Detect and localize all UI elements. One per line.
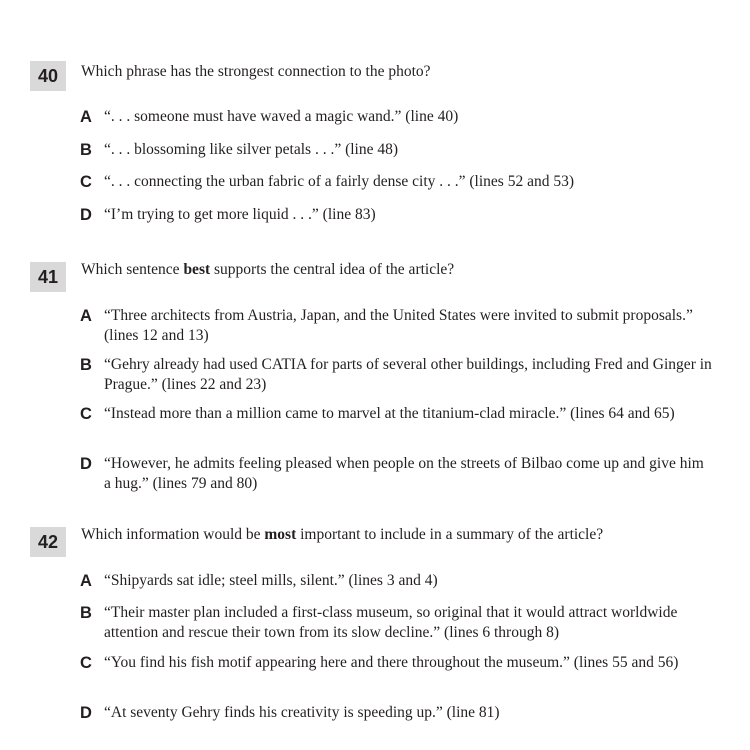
- option-text: “. . . blossoming like silver petals . . .” (line 48): [104, 141, 399, 158]
- stem-emphasis: best: [183, 261, 211, 278]
- option-letter: C: [80, 654, 92, 672]
- option-text: “Gehry already had used CATIA for parts of several other buildings, including Fred and Ginger in Prague.” (lines 22 and 23): [104, 356, 712, 393]
- question-number: 41: [30, 262, 66, 292]
- option-text: “. . . someone must have waved a magic wand.” (line 40): [104, 108, 459, 125]
- option-letter: A: [80, 572, 92, 590]
- stem-text: Which sentence: [81, 261, 184, 278]
- stem-emphasis: most: [264, 526, 297, 543]
- option-text: “At seventy Gehry finds his creativity is speeding up.” (line 81): [104, 704, 500, 721]
- question-number: 40: [30, 61, 66, 91]
- option-letter: B: [80, 141, 92, 159]
- option-letter: D: [80, 455, 92, 473]
- question-stem: [81, 260, 454, 280]
- option-letter: B: [80, 604, 92, 622]
- option-letter: D: [80, 206, 92, 224]
- option-letter: D: [80, 704, 92, 722]
- question-number: 42: [30, 527, 66, 557]
- option-text: “Three architects from Austria, Japan, and the United States were invited to submit proposals.” (lines 12 and 13): [104, 307, 693, 344]
- option-text: “. . . connecting the urban fabric of a fairly dense city . . .” (lines 52 and 53): [104, 173, 574, 190]
- option-letter: A: [80, 108, 92, 126]
- question-stem: [81, 62, 431, 82]
- stem-text: Which information would be: [81, 526, 265, 543]
- option-letter: B: [80, 356, 92, 374]
- option-text: “I’m trying to get more liquid . . .” (line 83): [104, 206, 376, 223]
- stem-text-end: important to include in a summary of the article?: [296, 526, 604, 543]
- stem-text-end: supports the central idea of the article?: [210, 261, 455, 278]
- option-letter: C: [80, 405, 92, 423]
- option-letter: A: [80, 307, 92, 325]
- option-text: “You find his fish motif appearing here and there throughout the museum.” (lines 55 and 56): [104, 654, 679, 671]
- stem-text: Which phrase has the strongest connection to the photo?: [81, 63, 431, 80]
- option-letter: C: [80, 173, 92, 191]
- option-text: “Shipyards sat idle; steel mills, silent.” (lines 3 and 4): [104, 572, 438, 589]
- option-text: “However, he admits feeling pleased when people on the streets of Bilbao come up and give him a hug.” (lines 79 and 80): [104, 455, 704, 492]
- question-stem: [81, 525, 603, 545]
- option-text: “Instead more than a million came to marvel at the titanium-clad miracle.” (lines 64 and 65): [104, 405, 675, 422]
- option-text: “Their master plan included a first-class museum, so original that it would attract worldwide attention and rescue their town from its slow decline.” (lines 6 through 8): [104, 604, 678, 641]
